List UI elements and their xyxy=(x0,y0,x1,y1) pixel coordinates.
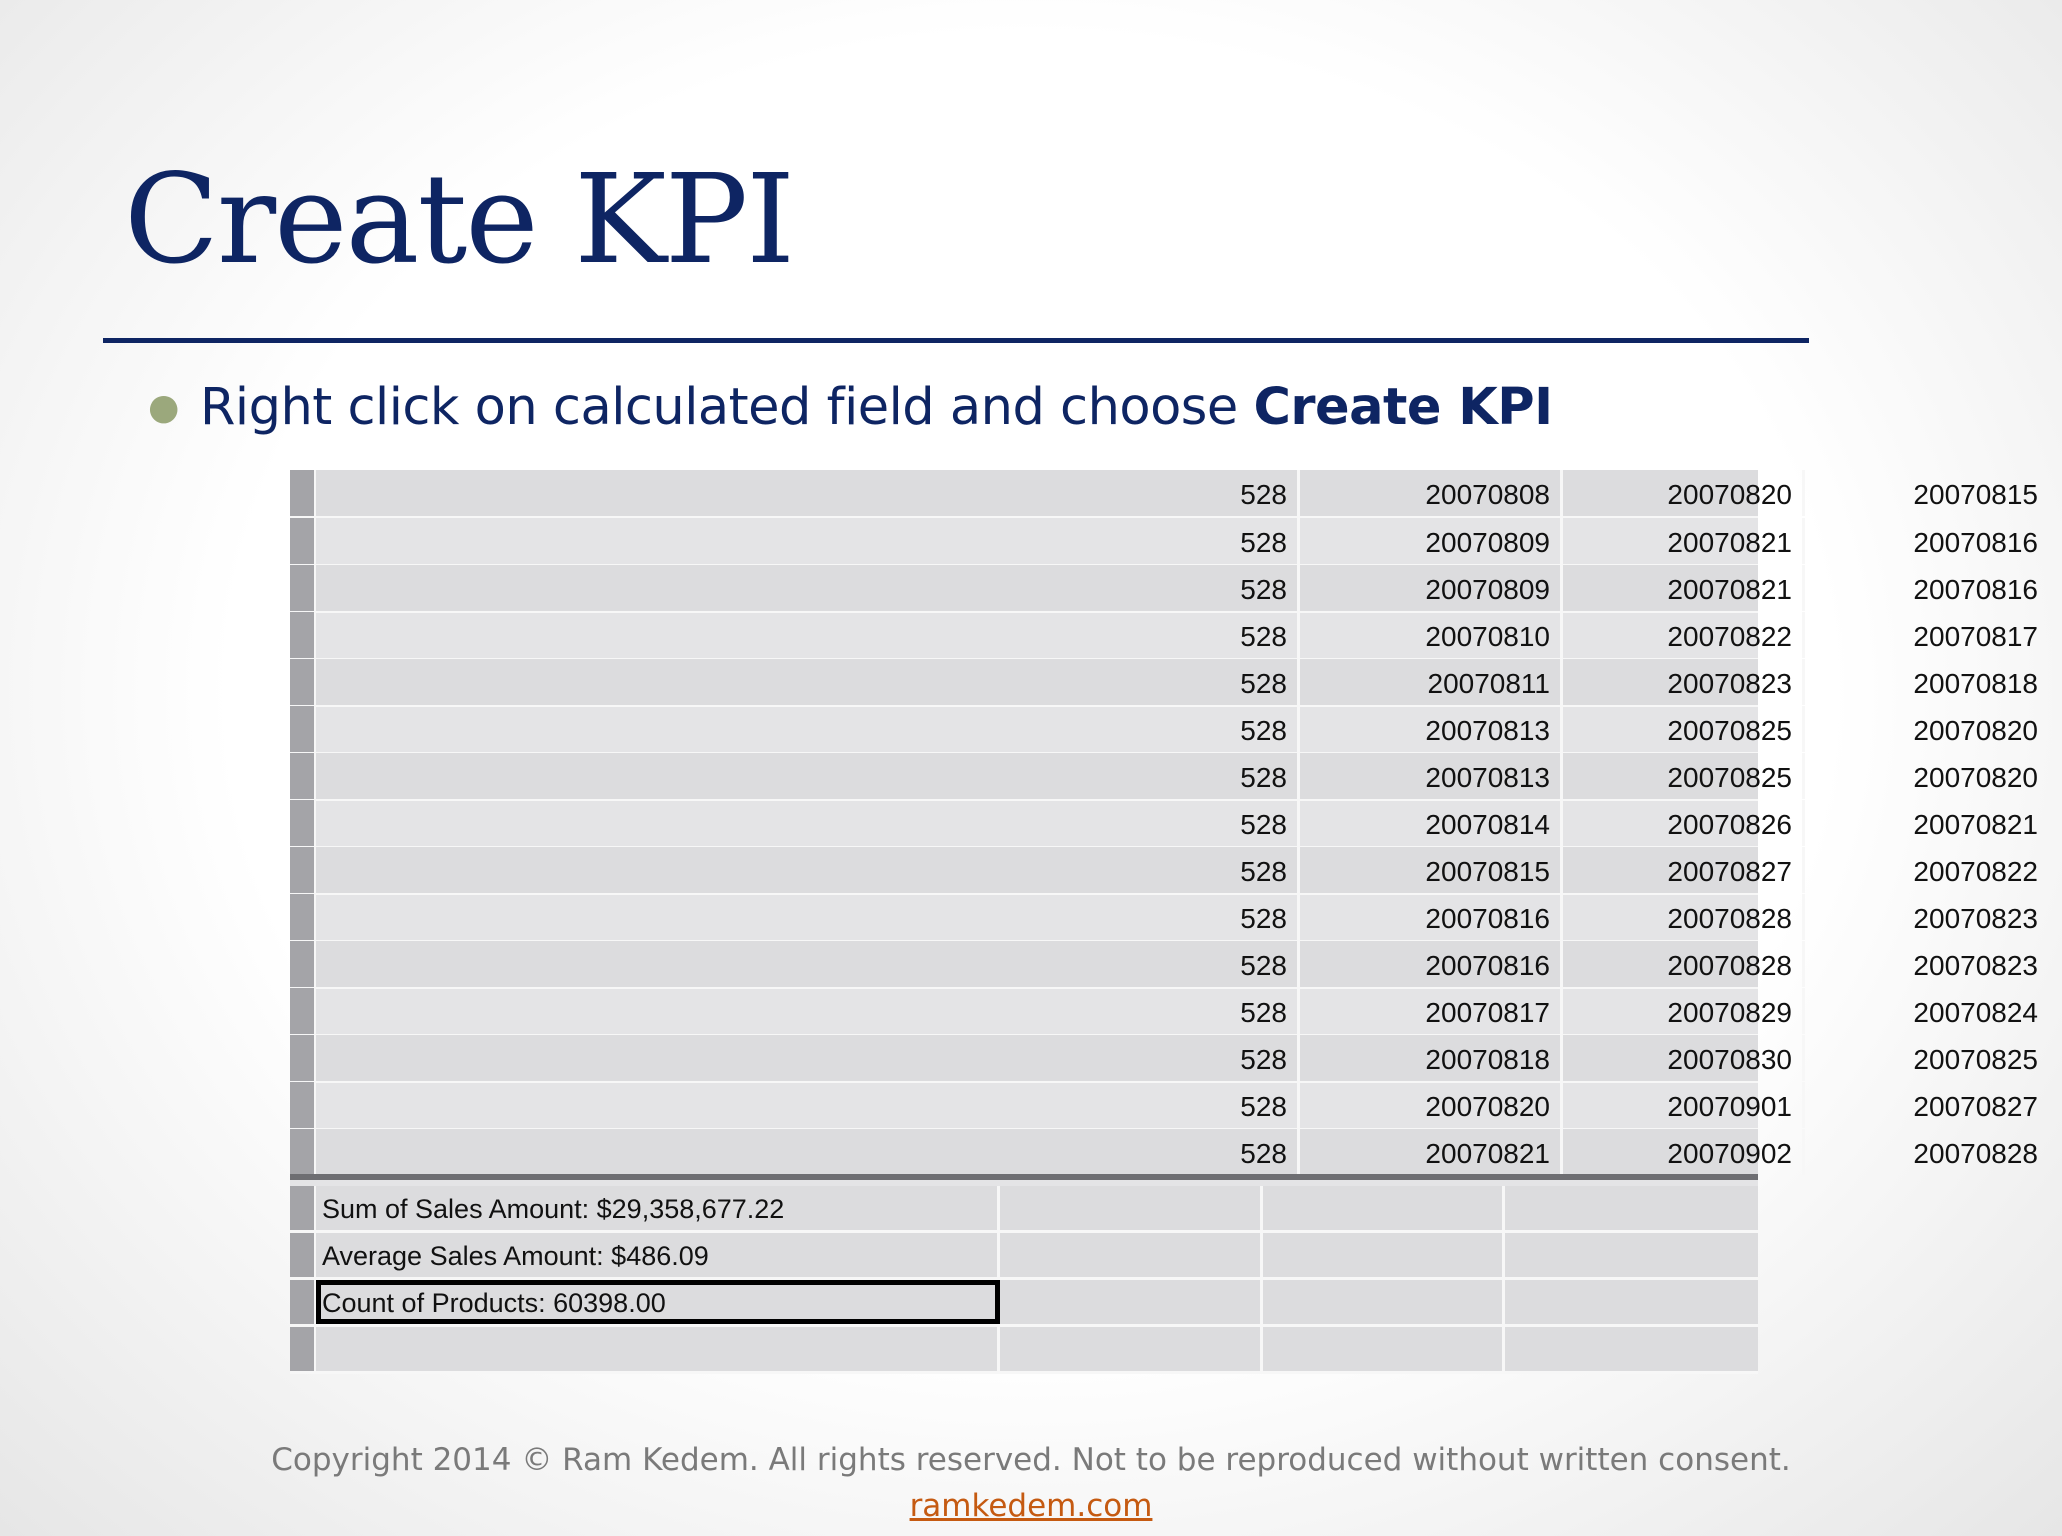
cell[interactable] xyxy=(1263,1186,1505,1230)
row-selector[interactable] xyxy=(290,1082,316,1128)
cell[interactable]: 20070902 xyxy=(1563,1129,1805,1175)
cell[interactable]: 528 xyxy=(316,706,1300,752)
cell[interactable]: 20070816 xyxy=(1913,527,2038,558)
row-selector[interactable] xyxy=(290,612,316,658)
cell[interactable]: 20070901 xyxy=(1563,1082,1805,1128)
table-row xyxy=(290,1035,2038,1083)
cell[interactable]: 20070821 xyxy=(1563,518,1805,564)
cell[interactable]: 20070817 xyxy=(1300,988,1563,1034)
cell[interactable] xyxy=(316,1327,1000,1371)
table-row xyxy=(290,847,2038,895)
cell[interactable]: 20070825 xyxy=(1563,706,1805,752)
table-row xyxy=(290,659,2038,707)
table-row-partial xyxy=(290,470,2038,518)
cell[interactable]: 20070821 xyxy=(1300,1129,1563,1175)
cell[interactable] xyxy=(1263,1233,1505,1277)
cell[interactable] xyxy=(1000,1327,1263,1371)
cell[interactable]: 20070808 xyxy=(1300,470,1563,516)
row-selector[interactable] xyxy=(290,1280,316,1324)
cell[interactable]: 20070827 xyxy=(1563,847,1805,893)
cell[interactable]: 20070823 xyxy=(1563,659,1805,705)
cell[interactable] xyxy=(1263,1280,1505,1324)
row-selector[interactable] xyxy=(290,1327,316,1371)
measure-average-sales[interactable]: Average Sales Amount: $486.09 xyxy=(316,1233,1000,1277)
row-selector[interactable] xyxy=(290,1035,316,1081)
cell[interactable]: 20070810 xyxy=(1300,612,1563,658)
footer-link[interactable]: ramkedem.com xyxy=(909,1488,1153,1524)
cell[interactable]: 20070825 xyxy=(1913,1044,2038,1075)
cell[interactable]: 20070826 xyxy=(1563,800,1805,846)
cell[interactable]: 20070809 xyxy=(1300,565,1563,611)
cell[interactable] xyxy=(1505,1233,1758,1277)
cell[interactable] xyxy=(1505,1186,1758,1230)
cell[interactable]: 20070816 xyxy=(1913,574,2038,605)
cell[interactable]: 20070814 xyxy=(1300,800,1563,846)
measure-sum-sales[interactable]: Sum of Sales Amount: $29,358,677.22 xyxy=(316,1186,1000,1230)
cell[interactable]: 528 xyxy=(316,1082,1300,1128)
cell[interactable] xyxy=(1505,1327,1758,1371)
cell[interactable]: 528 xyxy=(316,1035,1300,1081)
cell[interactable]: 20070823 xyxy=(1913,903,2038,934)
row-selector[interactable] xyxy=(290,847,316,893)
cell[interactable]: 20070813 xyxy=(1300,753,1563,799)
measure-row xyxy=(290,1280,1758,1327)
table-row xyxy=(290,1129,2038,1177)
cell[interactable]: 528 xyxy=(316,1129,1300,1175)
cell[interactable]: 20070820 xyxy=(1563,470,1805,516)
cell[interactable]: 20070811 xyxy=(1300,659,1563,705)
row-selector[interactable] xyxy=(290,894,316,940)
row-selector[interactable] xyxy=(290,470,316,516)
cell[interactable]: 20070820 xyxy=(1300,1082,1563,1128)
table-row xyxy=(290,565,2038,613)
bullet-dot-icon: ● xyxy=(148,386,180,428)
table-row xyxy=(290,706,2038,754)
cell[interactable]: 20070825 xyxy=(1563,753,1805,799)
cell[interactable]: 20070829 xyxy=(1563,988,1805,1034)
cell[interactable] xyxy=(1000,1233,1263,1277)
title-divider xyxy=(103,338,1809,343)
cell[interactable]: 20070818 xyxy=(1300,1035,1563,1081)
cell[interactable]: 528 xyxy=(316,800,1300,846)
cell[interactable]: 20070821 xyxy=(1563,565,1805,611)
cell[interactable] xyxy=(1263,1327,1505,1371)
table-row xyxy=(290,894,2038,942)
cell[interactable]: 528 xyxy=(316,988,1300,1034)
table-row xyxy=(290,941,2038,989)
row-selector[interactable] xyxy=(290,753,316,799)
slide-title: Create KPI xyxy=(124,148,794,292)
table-row xyxy=(290,1082,2038,1130)
row-selector[interactable] xyxy=(290,1186,316,1230)
row-selector[interactable] xyxy=(290,1233,316,1277)
table-row xyxy=(290,753,2038,801)
table-row xyxy=(290,800,2038,848)
cell[interactable]: 20070813 xyxy=(1300,706,1563,752)
cell[interactable]: 528 xyxy=(316,753,1300,799)
measure-row xyxy=(290,1186,1758,1233)
cell[interactable]: 20070817 xyxy=(1913,621,2038,652)
cell[interactable]: 20070818 xyxy=(1913,668,2038,699)
cell[interactable]: 20070815 xyxy=(1913,479,2038,510)
cell[interactable]: 20070816 xyxy=(1300,894,1563,940)
cell[interactable]: 20070827 xyxy=(1913,1091,2038,1122)
table-row xyxy=(290,612,2038,660)
cell[interactable]: 528 xyxy=(316,470,1300,516)
copyright-footer: Copyright 2014 © Ram Kedem. All rights reserved. Not to be reproduced without written consent. xyxy=(271,1442,1791,1478)
cell[interactable] xyxy=(1505,1280,1758,1324)
bullet-text-prefix: Right click on calculated field and choose xyxy=(200,377,1254,437)
cell[interactable] xyxy=(1000,1186,1263,1230)
cell[interactable]: 20070823 xyxy=(1913,950,2038,981)
cell[interactable]: 528 xyxy=(316,894,1300,940)
bullet-text xyxy=(200,378,1553,437)
cell[interactable] xyxy=(1000,1280,1263,1324)
cell[interactable]: 528 xyxy=(316,518,1300,564)
cell[interactable]: 20070828 xyxy=(1913,1138,2038,1169)
cell[interactable]: 20070828 xyxy=(1563,894,1805,940)
row-selector[interactable] xyxy=(290,941,316,987)
row-selector[interactable] xyxy=(290,518,316,564)
cell[interactable]: 528 xyxy=(316,612,1300,658)
cell[interactable]: 20070815 xyxy=(1300,847,1563,893)
row-selector[interactable] xyxy=(290,1129,316,1175)
table-row xyxy=(290,988,2038,1036)
row-selector[interactable] xyxy=(290,988,316,1034)
cell[interactable]: 20070820 xyxy=(1913,715,2038,746)
cell[interactable]: 528 xyxy=(316,659,1300,705)
bullet-item xyxy=(148,370,1553,444)
cell[interactable]: 20070809 xyxy=(1300,518,1563,564)
row-selector[interactable] xyxy=(290,800,316,846)
cell[interactable]: 20070822 xyxy=(1913,856,2038,887)
row-selector[interactable] xyxy=(290,659,316,705)
cell[interactable]: 20070830 xyxy=(1563,1035,1805,1081)
cell[interactable]: 528 xyxy=(316,565,1300,611)
table-row xyxy=(290,518,2038,566)
cell[interactable]: 20070816 xyxy=(1300,941,1563,987)
measure-count-products[interactable]: Count of Products: 60398.00 xyxy=(316,1280,1000,1324)
measure-grid xyxy=(290,479,2038,1342)
grid-separator xyxy=(290,1174,1758,1180)
cell[interactable]: 20070822 xyxy=(1563,612,1805,658)
cell[interactable]: 20070828 xyxy=(1563,941,1805,987)
measure-row-empty xyxy=(290,1327,1758,1374)
cell[interactable]: 20070820 xyxy=(1913,762,2038,793)
cell[interactable]: 528 xyxy=(316,847,1300,893)
cell[interactable]: 528 xyxy=(316,941,1300,987)
cell[interactable]: 20070821 xyxy=(1913,809,2038,840)
measure-row xyxy=(290,1233,1758,1280)
cell[interactable]: 20070824 xyxy=(1913,997,2038,1028)
row-selector[interactable] xyxy=(290,565,316,611)
bullet-text-bold: Create KPI xyxy=(1253,377,1553,437)
row-selector[interactable] xyxy=(290,706,316,752)
